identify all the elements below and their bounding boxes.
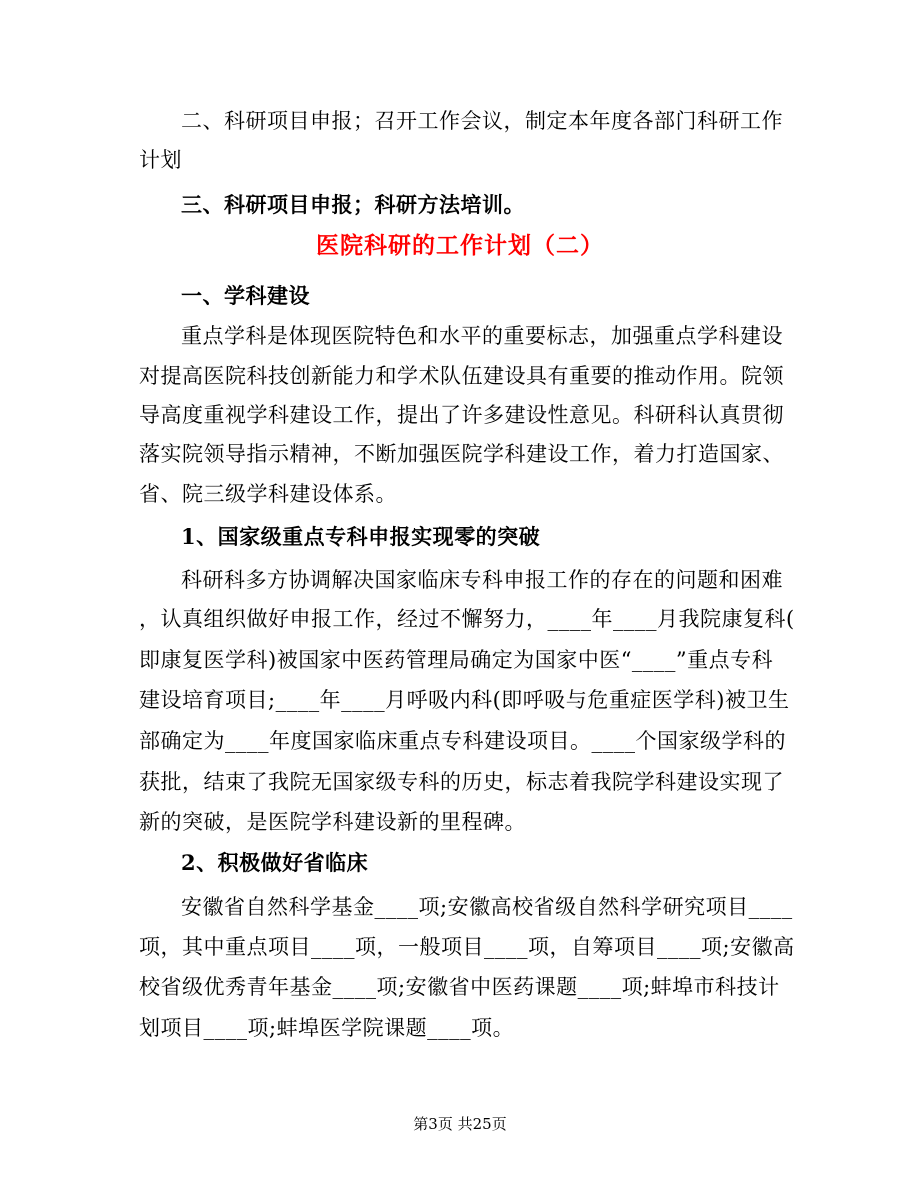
paragraph-line: 落实院领导指示精神，不断加强医院学科建设工作，着力打造国家、 (139, 442, 784, 466)
paragraph-line: 新的突破，是医院学科建设新的里程碑。 (139, 810, 526, 834)
paragraph-line: 建设培育项目;____年____月呼吸内科(即呼吸与危重症医学科)被卫生 (139, 688, 790, 712)
paragraph-line: 科研科多方协调解决国家临床专科申报工作的存在的问题和困难 (181, 568, 783, 592)
paragraph-line: 安徽省自然科学基金____项;安徽高校省级自然科学研究项目____ (181, 895, 793, 919)
page-title: 医院科研的工作计划（二） (316, 232, 604, 259)
intro-line-2: 计划 (139, 148, 182, 172)
paragraph-line: 划项目____项;蚌埠医学院课题____项。 (139, 1016, 515, 1040)
paragraph-line: ，认真组织做好申报工作，经过不懈努力，____年____月我院康复科( (139, 607, 795, 631)
subsection-heading-national: 1、国家级重点专科申报实现零的突破 (181, 524, 541, 549)
paragraph-line: 对提高医院科技创新能力和学术队伍建设具有重要的推动作用。院领 (139, 364, 784, 388)
paragraph-line: 省、院三级学科建设体系。 (139, 482, 397, 506)
paragraph-line: 校省级优秀青年基金____项;安徽省中医药课题____项;蚌埠市科技计 (139, 975, 780, 999)
subsection-heading-provincial: 2、积极做好省临床 (181, 850, 369, 875)
section-heading-discipline: 一、学科建设 (181, 283, 310, 308)
paragraph-line: 获批，结束了我院无国家级专科的历史，标志着我院学科建设实现了 (139, 770, 784, 794)
paragraph-line: 重点学科是体现医院特色和水平的重要标志，加强重点学科建设 (181, 324, 783, 348)
page-footer: 第3页 共25页 (413, 1115, 507, 1133)
paragraph-line: 部确定为____年度国家临床重点专科建设项目。____个国家级学科的 (139, 729, 786, 753)
paragraph-line: 导高度重视学科建设工作，提出了许多建设性意见。科研科认真贯彻 (139, 403, 784, 427)
paragraph-line: 即康复医学科)被国家中医药管理局确定为国家中医“____”重点专科 (139, 648, 774, 672)
paragraph-line: 项，其中重点项目____项，一般项目____项，自筹项目____项;安徽高 (139, 935, 795, 959)
intro-line-3: 三、科研项目申报；科研方法培训。 (181, 192, 525, 217)
intro-line-1: 二、科研项目申报；召开工作会议，制定本年度各部门科研工作 (181, 109, 783, 133)
